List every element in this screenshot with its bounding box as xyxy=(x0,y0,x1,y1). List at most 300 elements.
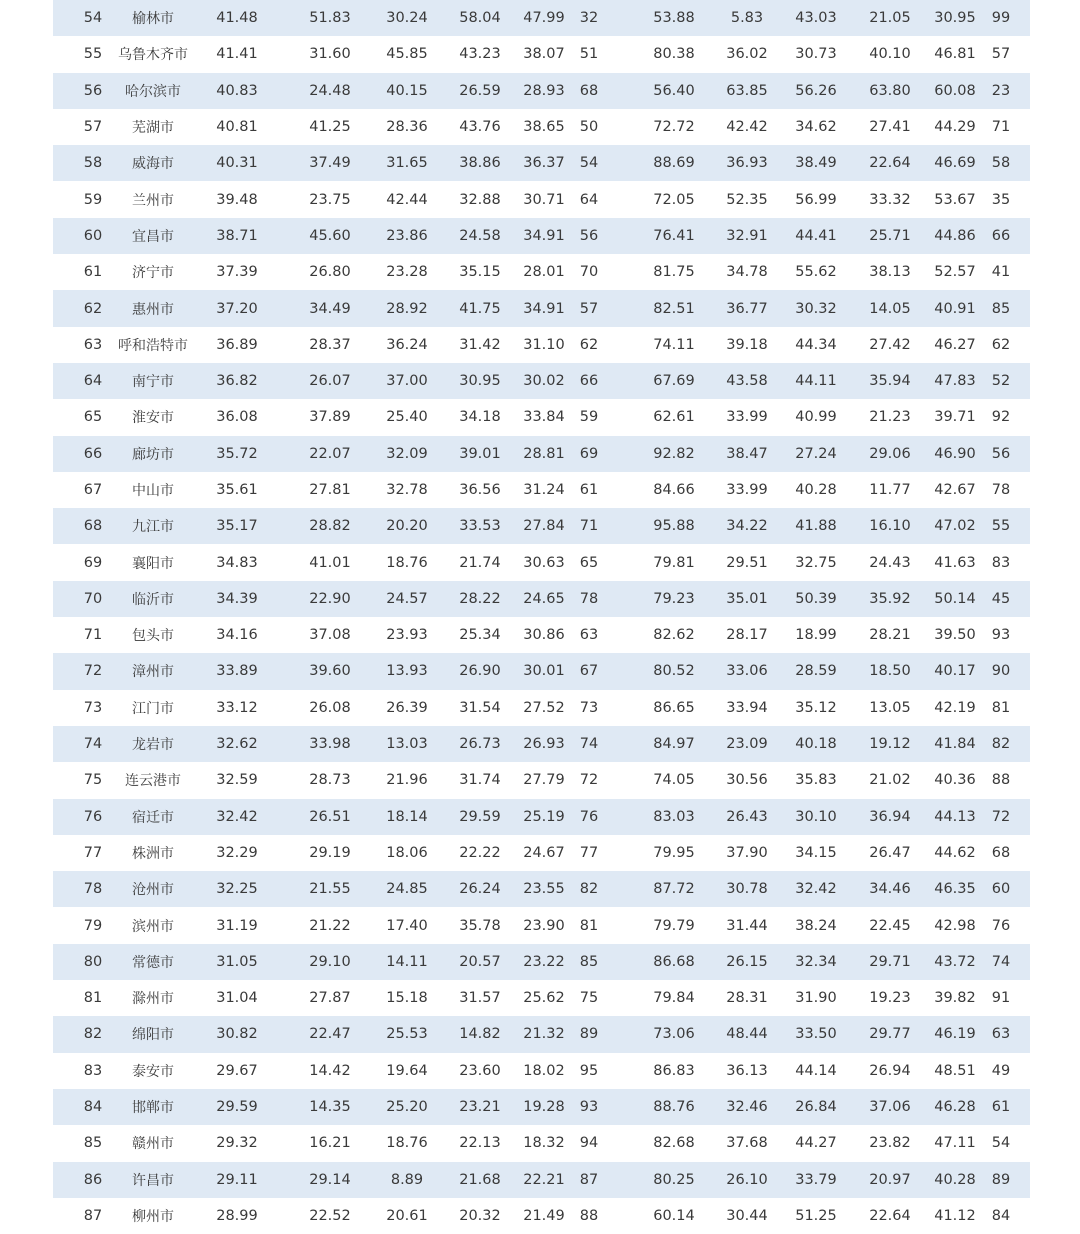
cell-index-f: 42.42 xyxy=(726,119,768,136)
cell-index-b: 42.44 xyxy=(386,191,428,208)
cell-index-i: 52.57 xyxy=(934,264,976,281)
cell-index-e: 79.95 xyxy=(653,844,695,861)
cell-index-e: 82.51 xyxy=(653,300,695,317)
cell-rank: 68 xyxy=(83,518,103,535)
cell-index-b: 45.85 xyxy=(386,46,428,63)
table-row xyxy=(53,617,1030,653)
cell-score: 33.89 xyxy=(216,663,258,680)
cell-index-e: 95.88 xyxy=(653,518,695,535)
cell-city: 襄阳市 xyxy=(132,555,174,572)
cell-index-g: 33.50 xyxy=(795,1026,837,1043)
cell-index-e: 87.72 xyxy=(653,881,695,898)
cell-index-i: 40.36 xyxy=(934,772,976,789)
cell-index-a: 41.01 xyxy=(309,554,351,571)
table-row xyxy=(53,109,1030,145)
table-row xyxy=(53,944,1030,980)
cell-rank-i: 71 xyxy=(991,119,1011,136)
cell-index-f: 33.99 xyxy=(726,482,768,498)
cell-rank-i: 63 xyxy=(991,1026,1011,1043)
cell-index-h: 34.46 xyxy=(869,881,911,898)
cell-city: 宿迁市 xyxy=(132,809,174,826)
cell-rank-i: 49 xyxy=(991,1062,1011,1079)
cell-index-h: 40.10 xyxy=(869,46,911,63)
cell-index-d: 34.91 xyxy=(523,227,565,244)
cell-score: 36.08 xyxy=(216,409,258,426)
cell-score: 28.99 xyxy=(216,1207,258,1224)
cell-index-c: 30.95 xyxy=(459,373,501,390)
table-row xyxy=(53,1089,1030,1125)
cell-index-f: 26.43 xyxy=(726,808,768,825)
cell-rank-d: 88 xyxy=(579,1207,599,1224)
table-row xyxy=(53,690,1030,726)
cell-city: 临沂市 xyxy=(132,591,174,608)
cell-index-e: 88.69 xyxy=(653,155,695,172)
cell-index-b: 31.65 xyxy=(386,155,428,172)
cell-index-h: 14.05 xyxy=(869,300,911,317)
cell-index-d: 47.99 xyxy=(523,10,565,27)
cell-index-h: 26.94 xyxy=(869,1062,911,1079)
cell-index-i: 46.35 xyxy=(934,881,976,898)
cell-index-b: 25.20 xyxy=(386,1099,428,1116)
cell-index-h: 26.47 xyxy=(869,844,911,861)
cell-rank: 75 xyxy=(83,772,103,789)
cell-city: 许昌市 xyxy=(132,1172,174,1189)
cell-index-f: 32.91 xyxy=(726,227,768,244)
cell-index-c: 25.34 xyxy=(459,627,501,644)
cell-rank-d: 67 xyxy=(579,663,599,680)
cell-index-e: 73.06 xyxy=(653,1026,695,1043)
cell-rank-d: 32 xyxy=(579,10,599,27)
cell-index-f: 28.17 xyxy=(726,627,768,644)
table-row xyxy=(53,762,1030,798)
cell-city: 包头市 xyxy=(132,628,174,645)
cell-index-i: 42.67 xyxy=(934,482,976,498)
cell-index-d: 27.84 xyxy=(523,518,565,535)
cell-index-f: 36.93 xyxy=(726,155,768,172)
cell-rank-i: 66 xyxy=(991,227,1011,244)
cell-score: 34.83 xyxy=(216,554,258,571)
cell-city: 哈尔滨市 xyxy=(125,83,181,100)
cell-score: 36.82 xyxy=(216,373,258,390)
cell-index-i: 44.62 xyxy=(934,844,976,861)
cell-index-b: 13.03 xyxy=(386,736,428,753)
cell-index-b: 17.40 xyxy=(386,917,428,934)
cell-rank-d: 87 xyxy=(579,1171,599,1188)
cell-index-i: 40.17 xyxy=(934,663,976,680)
cell-city: 滁州市 xyxy=(132,991,174,1008)
cell-rank: 65 xyxy=(83,409,103,426)
cell-index-g: 26.84 xyxy=(795,1099,837,1116)
cell-rank: 73 xyxy=(83,699,103,716)
cell-rank-i: 23 xyxy=(991,82,1011,99)
cell-score: 39.48 xyxy=(216,191,258,208)
cell-index-f: 31.44 xyxy=(726,917,768,934)
cell-score: 31.19 xyxy=(216,917,258,934)
cell-rank: 82 xyxy=(83,1026,103,1043)
cell-index-b: 25.40 xyxy=(386,409,428,426)
cell-index-a: 37.49 xyxy=(309,155,351,172)
cell-rank-d: 50 xyxy=(579,119,599,136)
cell-index-b: 15.18 xyxy=(386,990,428,1007)
cell-score: 31.04 xyxy=(216,990,258,1007)
cell-index-d: 21.32 xyxy=(523,1026,565,1043)
cell-index-e: 60.14 xyxy=(653,1207,695,1224)
cell-score: 40.31 xyxy=(216,155,258,172)
cell-index-d: 25.62 xyxy=(523,990,565,1007)
cell-rank-i: 81 xyxy=(991,699,1011,716)
cell-index-d: 36.37 xyxy=(523,155,565,172)
table-row xyxy=(53,218,1030,254)
cell-city: 榆林市 xyxy=(132,11,174,28)
cell-index-g: 44.11 xyxy=(795,373,837,390)
cell-index-e: 83.03 xyxy=(653,808,695,825)
cell-index-a: 14.42 xyxy=(309,1062,351,1079)
cell-rank-i: 90 xyxy=(991,663,1011,680)
cell-rank-i: 72 xyxy=(991,808,1011,825)
cell-rank-i: 91 xyxy=(991,990,1011,1007)
cell-index-b: 23.86 xyxy=(386,227,428,244)
cell-index-a: 22.47 xyxy=(309,1026,351,1043)
cell-index-c: 22.13 xyxy=(459,1135,501,1152)
cell-rank-i: 78 xyxy=(991,482,1011,498)
cell-index-c: 43.76 xyxy=(459,119,501,136)
cell-index-h: 35.94 xyxy=(869,373,911,390)
cell-score: 29.67 xyxy=(216,1062,258,1079)
city-ranking-table xyxy=(53,0,1030,1234)
cell-index-g: 35.12 xyxy=(795,699,837,716)
cell-index-c: 26.59 xyxy=(459,82,501,99)
cell-rank-i: 85 xyxy=(991,300,1011,317)
cell-rank: 72 xyxy=(83,663,103,680)
cell-rank-i: 41 xyxy=(991,264,1011,281)
cell-index-b: 23.28 xyxy=(386,264,428,281)
cell-index-c: 41.75 xyxy=(459,300,501,317)
table-row xyxy=(53,1162,1030,1198)
cell-index-b: 25.53 xyxy=(386,1026,428,1043)
cell-index-g: 50.39 xyxy=(795,590,837,607)
cell-index-d: 18.02 xyxy=(523,1062,565,1079)
cell-index-a: 27.81 xyxy=(309,482,351,498)
cell-index-c: 26.73 xyxy=(459,736,501,753)
cell-city: 邯郸市 xyxy=(132,1100,174,1117)
cell-city: 连云港市 xyxy=(125,773,181,790)
cell-index-i: 39.71 xyxy=(934,409,976,426)
cell-index-h: 27.41 xyxy=(869,119,911,136)
cell-index-b: 36.24 xyxy=(386,336,428,353)
cell-index-i: 46.90 xyxy=(934,445,976,462)
cell-rank: 63 xyxy=(83,336,103,353)
cell-rank-i: 60 xyxy=(991,881,1011,898)
cell-index-b: 8.89 xyxy=(390,1171,424,1188)
cell-index-f: 36.13 xyxy=(726,1062,768,1079)
cell-index-i: 40.91 xyxy=(934,300,976,317)
table-row xyxy=(53,544,1030,580)
cell-index-d: 25.19 xyxy=(523,808,565,825)
cell-rank: 79 xyxy=(83,917,103,934)
cell-index-c: 43.23 xyxy=(459,46,501,63)
cell-rank: 80 xyxy=(83,953,103,970)
cell-index-b: 18.06 xyxy=(386,844,428,861)
cell-index-f: 43.58 xyxy=(726,373,768,390)
cell-rank-i: 62 xyxy=(991,336,1011,353)
cell-index-e: 53.88 xyxy=(653,10,695,27)
cell-city: 常德市 xyxy=(132,954,174,971)
cell-index-i: 46.27 xyxy=(934,336,976,353)
cell-city: 滨州市 xyxy=(132,918,174,935)
cell-rank: 67 xyxy=(83,482,103,498)
cell-index-b: 21.96 xyxy=(386,772,428,789)
cell-index-c: 36.56 xyxy=(459,482,501,498)
cell-index-g: 44.27 xyxy=(795,1135,837,1152)
cell-index-h: 20.97 xyxy=(869,1171,911,1188)
cell-city: 济宁市 xyxy=(132,265,174,282)
table-row xyxy=(53,653,1030,689)
table-row xyxy=(53,508,1030,544)
cell-index-f: 35.01 xyxy=(726,590,768,607)
cell-index-c: 26.24 xyxy=(459,881,501,898)
cell-index-b: 18.76 xyxy=(386,1135,428,1152)
cell-index-h: 25.71 xyxy=(869,227,911,244)
cell-index-i: 39.50 xyxy=(934,627,976,644)
cell-index-b: 40.15 xyxy=(386,82,428,99)
cell-rank: 81 xyxy=(83,990,103,1007)
cell-index-h: 18.50 xyxy=(869,663,911,680)
table-row xyxy=(53,290,1030,326)
cell-score: 31.05 xyxy=(216,953,258,970)
cell-index-g: 41.88 xyxy=(795,518,837,535)
cell-index-g: 44.34 xyxy=(795,336,837,353)
cell-index-a: 37.08 xyxy=(309,627,351,644)
cell-index-b: 20.61 xyxy=(386,1207,428,1224)
cell-rank: 66 xyxy=(83,445,103,462)
cell-rank-d: 71 xyxy=(579,518,599,535)
cell-rank: 62 xyxy=(83,300,103,317)
cell-index-c: 20.32 xyxy=(459,1207,501,1224)
cell-rank-i: 82 xyxy=(991,736,1011,753)
cell-index-b: 13.93 xyxy=(386,663,428,680)
cell-index-e: 82.62 xyxy=(653,627,695,644)
cell-index-b: 28.92 xyxy=(386,300,428,317)
cell-index-i: 47.11 xyxy=(934,1135,976,1152)
table-row xyxy=(53,581,1030,617)
cell-index-e: 79.23 xyxy=(653,590,695,607)
cell-score: 38.71 xyxy=(216,227,258,244)
cell-city: 赣州市 xyxy=(132,1136,174,1153)
cell-index-g: 56.26 xyxy=(795,82,837,99)
cell-index-d: 18.32 xyxy=(523,1135,565,1152)
cell-index-i: 41.12 xyxy=(934,1207,976,1224)
cell-city: 中山市 xyxy=(132,483,174,499)
cell-city: 泰安市 xyxy=(132,1063,174,1080)
cell-index-e: 84.97 xyxy=(653,736,695,753)
cell-index-c: 31.74 xyxy=(459,772,501,789)
cell-index-e: 56.40 xyxy=(653,82,695,99)
cell-rank: 85 xyxy=(83,1135,103,1152)
cell-index-f: 39.18 xyxy=(726,336,768,353)
cell-index-a: 28.82 xyxy=(309,518,351,535)
cell-index-h: 29.71 xyxy=(869,953,911,970)
cell-index-a: 16.21 xyxy=(309,1135,351,1152)
cell-index-h: 22.64 xyxy=(869,1207,911,1224)
cell-index-g: 27.24 xyxy=(795,445,837,462)
cell-index-i: 46.69 xyxy=(934,155,976,172)
cell-city: 兰州市 xyxy=(132,192,174,209)
table-row xyxy=(53,0,1030,36)
cell-index-e: 80.38 xyxy=(653,46,695,63)
cell-rank: 57 xyxy=(83,119,103,136)
cell-index-a: 39.60 xyxy=(309,663,351,680)
cell-index-c: 29.59 xyxy=(459,808,501,825)
cell-index-c: 20.57 xyxy=(459,953,501,970)
cell-index-d: 38.65 xyxy=(523,119,565,136)
cell-rank-i: 52 xyxy=(991,373,1011,390)
cell-rank-i: 99 xyxy=(991,10,1011,27)
cell-index-a: 31.60 xyxy=(309,46,351,63)
cell-rank-i: 68 xyxy=(991,844,1011,861)
table-row xyxy=(53,472,1030,508)
cell-index-f: 34.22 xyxy=(726,518,768,535)
table-row xyxy=(53,36,1030,72)
cell-rank-d: 59 xyxy=(579,409,599,426)
table-row xyxy=(53,835,1030,871)
cell-index-d: 22.21 xyxy=(523,1171,565,1188)
cell-index-c: 38.86 xyxy=(459,155,501,172)
cell-index-e: 86.83 xyxy=(653,1062,695,1079)
cell-index-f: 28.31 xyxy=(726,990,768,1007)
cell-index-g: 32.42 xyxy=(795,881,837,898)
cell-city: 沧州市 xyxy=(132,882,174,899)
cell-rank-d: 56 xyxy=(579,227,599,244)
cell-index-c: 24.58 xyxy=(459,227,501,244)
cell-score: 32.42 xyxy=(216,808,258,825)
cell-index-c: 32.88 xyxy=(459,191,501,208)
cell-index-e: 76.41 xyxy=(653,227,695,244)
cell-rank-d: 62 xyxy=(579,336,599,353)
cell-city: 威海市 xyxy=(132,156,174,173)
cell-rank-d: 85 xyxy=(579,953,599,970)
cell-index-h: 22.64 xyxy=(869,155,911,172)
cell-rank-d: 81 xyxy=(579,917,599,934)
cell-rank: 86 xyxy=(83,1171,103,1188)
cell-index-b: 26.39 xyxy=(386,699,428,716)
cell-index-f: 33.99 xyxy=(726,409,768,426)
cell-index-f: 23.09 xyxy=(726,736,768,753)
cell-rank: 64 xyxy=(83,373,103,390)
cell-score: 40.81 xyxy=(216,119,258,136)
cell-score: 35.72 xyxy=(216,445,258,462)
cell-rank-i: 54 xyxy=(991,1135,1011,1152)
cell-index-i: 30.95 xyxy=(934,10,976,27)
cell-index-g: 44.41 xyxy=(795,227,837,244)
cell-index-a: 26.07 xyxy=(309,373,351,390)
cell-index-d: 24.67 xyxy=(523,844,565,861)
cell-index-d: 30.01 xyxy=(523,663,565,680)
cell-index-i: 48.51 xyxy=(934,1062,976,1079)
cell-rank: 84 xyxy=(83,1099,103,1116)
cell-index-d: 28.01 xyxy=(523,264,565,281)
cell-rank-i: 92 xyxy=(991,409,1011,426)
cell-index-i: 60.08 xyxy=(934,82,976,99)
cell-index-i: 44.13 xyxy=(934,808,976,825)
cell-score: 41.48 xyxy=(216,10,258,27)
cell-index-a: 24.48 xyxy=(309,82,351,99)
cell-index-c: 31.42 xyxy=(459,336,501,353)
cell-city: 呼和浩特市 xyxy=(118,337,188,354)
cell-rank: 58 xyxy=(83,155,103,172)
cell-rank-i: 84 xyxy=(991,1207,1011,1224)
cell-index-c: 33.53 xyxy=(459,518,501,535)
cell-index-i: 39.82 xyxy=(934,990,976,1007)
cell-index-d: 31.24 xyxy=(523,482,565,498)
cell-index-i: 41.63 xyxy=(934,554,976,571)
cell-city: 芜湖市 xyxy=(132,120,174,137)
cell-score: 32.62 xyxy=(216,736,258,753)
cell-index-h: 36.94 xyxy=(869,808,911,825)
cell-rank-i: 56 xyxy=(991,445,1011,462)
cell-rank-i: 55 xyxy=(991,518,1011,535)
cell-rank-d: 78 xyxy=(579,590,599,607)
cell-index-g: 34.62 xyxy=(795,119,837,136)
cell-city: 龙岩市 xyxy=(132,737,174,754)
cell-index-g: 40.18 xyxy=(795,736,837,753)
cell-rank-d: 64 xyxy=(579,191,599,208)
cell-index-a: 29.19 xyxy=(309,844,351,861)
cell-rank-i: 74 xyxy=(991,953,1011,970)
cell-rank-d: 74 xyxy=(579,736,599,753)
cell-index-h: 29.06 xyxy=(869,445,911,462)
cell-index-h: 21.23 xyxy=(869,409,911,426)
cell-index-f: 38.47 xyxy=(726,445,768,462)
cell-index-a: 22.90 xyxy=(309,590,351,607)
cell-index-h: 21.02 xyxy=(869,772,911,789)
cell-rank-i: 57 xyxy=(991,46,1011,63)
cell-index-h: 38.13 xyxy=(869,264,911,281)
cell-index-g: 38.24 xyxy=(795,917,837,934)
cell-index-a: 26.80 xyxy=(309,264,351,281)
cell-index-g: 44.14 xyxy=(795,1062,837,1079)
cell-rank-d: 72 xyxy=(579,772,599,789)
cell-score: 30.82 xyxy=(216,1026,258,1043)
cell-index-f: 32.46 xyxy=(726,1099,768,1116)
cell-index-d: 30.71 xyxy=(523,191,565,208)
cell-score: 29.11 xyxy=(216,1171,258,1188)
cell-index-a: 22.52 xyxy=(309,1207,351,1224)
cell-index-c: 34.18 xyxy=(459,409,501,426)
cell-index-d: 30.63 xyxy=(523,554,565,571)
cell-index-f: 33.94 xyxy=(726,699,768,716)
cell-score: 36.89 xyxy=(216,336,258,353)
cell-rank-d: 77 xyxy=(579,844,599,861)
cell-rank-d: 73 xyxy=(579,699,599,716)
cell-index-a: 23.75 xyxy=(309,191,351,208)
cell-rank-d: 51 xyxy=(579,46,599,63)
cell-rank: 87 xyxy=(83,1207,103,1224)
cell-index-d: 30.02 xyxy=(523,373,565,390)
cell-index-d: 27.52 xyxy=(523,699,565,716)
cell-index-d: 21.49 xyxy=(523,1207,565,1224)
cell-index-i: 42.19 xyxy=(934,699,976,716)
cell-index-h: 24.43 xyxy=(869,554,911,571)
cell-score: 35.17 xyxy=(216,518,258,535)
cell-rank-d: 94 xyxy=(579,1135,599,1152)
cell-index-e: 74.05 xyxy=(653,772,695,789)
cell-city: 绵阳市 xyxy=(132,1027,174,1044)
cell-index-g: 43.03 xyxy=(795,10,837,27)
cell-index-e: 74.11 xyxy=(653,336,695,353)
cell-score: 32.59 xyxy=(216,772,258,789)
cell-index-e: 79.79 xyxy=(653,917,695,934)
cell-rank: 56 xyxy=(83,82,103,99)
